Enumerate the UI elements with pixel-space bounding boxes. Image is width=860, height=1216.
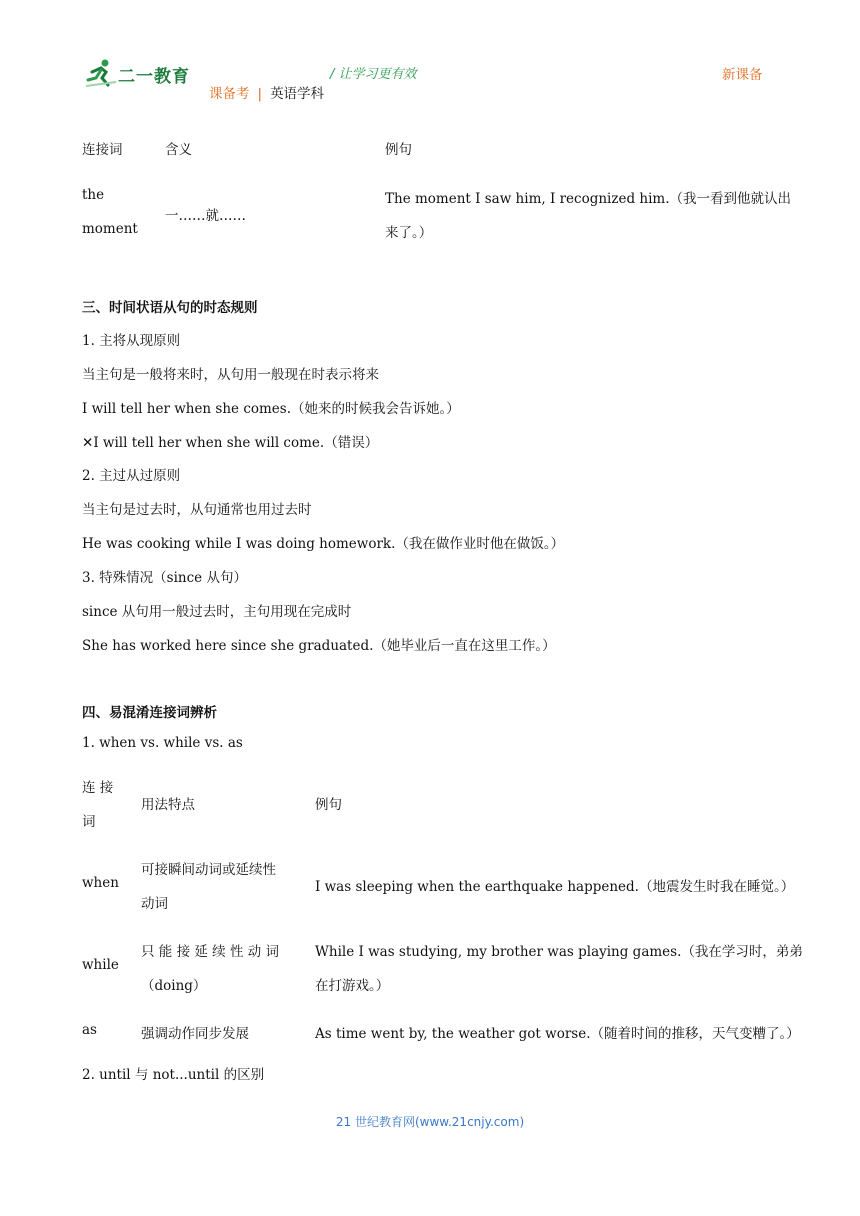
subtitle-left: 课备考 [209, 86, 250, 102]
table2-row3-example: As time went by, the weather got worse.（随着时间的推移，天气变糟了。） [315, 1026, 800, 1042]
section3-item-3: I will tell her when she comes.（她来的时候我会告诉她。） [82, 401, 460, 417]
logo-text: 二一教育 [118, 67, 190, 87]
table2-row3-usage: 强调动作同步发展 [141, 1026, 249, 1042]
slogan: / 让学习更有效 [330, 67, 417, 82]
table2-header-word-line2: 词 [82, 814, 96, 830]
table1-meaning: 一……就…… [165, 208, 246, 224]
section3-item-8: 3. 特殊情况（since 从句） [82, 570, 247, 586]
table2-row2-example-line1: While I was studying, my brother was playing games.（我在学习时，弟弟 [315, 944, 803, 960]
runner-logo-icon [84, 58, 118, 88]
section3-item-10: She has worked here since she graduated.（她毕业后一直在这里工作。） [82, 638, 556, 654]
table1-header-example: 例句 [385, 142, 412, 158]
table2-row2-usage-line1: 只 能 接 延 续 性 动 词 [141, 944, 280, 960]
section3-item-4 [82, 431, 378, 451]
table2-row1-usage-line2: 动词 [141, 896, 168, 912]
table2-row1-usage-line1: 可接瞬间动词或延续性 [141, 862, 276, 878]
table2-header-word-line1: 连 接 [82, 780, 114, 796]
table2-header-usage: 用法特点 [141, 797, 195, 813]
table2-header-example: 例句 [315, 797, 342, 813]
header-badge: 新课备 [722, 67, 763, 83]
section4-title: 四、易混淆连接词辨析 [82, 705, 217, 721]
section3-item-6: 当主句是过去时，从句通常也用过去时 [82, 502, 312, 518]
cross-icon: ✕ [82, 435, 94, 451]
table2-row2-word: while [82, 957, 119, 973]
table2-row1-example: I was sleeping when the earthquake happened.（地震发生时我在睡觉。） [315, 879, 795, 895]
section3-item-7: He was cooking while I was doing homework.（我在做作业时他在做饭。） [82, 536, 565, 552]
section3-item-9: since 从句用一般过去时，主句用现在完成时 [82, 604, 352, 620]
table1-word-line1: the [82, 187, 105, 203]
section3-item-1: 1. 主将从现原则 [82, 333, 181, 349]
table1-example-line1: The moment I saw him, I recognized him.（我一看到他就认出 [385, 191, 792, 207]
table1-header-word: 连接词 [82, 142, 123, 158]
subtitle-right: 英语学科 [270, 86, 325, 102]
table2-row2-example-line2: 在打游戏。） [315, 978, 390, 994]
table2-row2-usage-line2: （doing） [141, 978, 207, 994]
table1-word-line2: moment [82, 221, 138, 237]
section3-item-5: 2. 主过从过原则 [82, 468, 181, 484]
table2-row1-word: when [82, 875, 119, 891]
section3-title: 三、时间状语从句的时态规则 [82, 300, 258, 316]
logo [84, 58, 194, 88]
table1-example-line2: 来了。） [385, 225, 433, 241]
table1-header-meaning: 含义 [165, 142, 192, 158]
header-subtitle [209, 82, 324, 102]
section4-sub2: 2. until 与 not...until 的区别 [82, 1067, 265, 1083]
section4-sub1: 1. when vs. while vs. as [82, 735, 243, 751]
section3-item-4-text: I will tell her when she will come.（错误） [93, 435, 379, 451]
section3-item-2: 当主句是一般将来时，从句用一般现在时表示将来 [82, 367, 379, 383]
subtitle-separator: | [257, 86, 263, 102]
table2-row3-word: as [82, 1022, 97, 1038]
footer-link[interactable]: 21 世纪教育网(www.21cnjy.com) [335, 1115, 525, 1129]
